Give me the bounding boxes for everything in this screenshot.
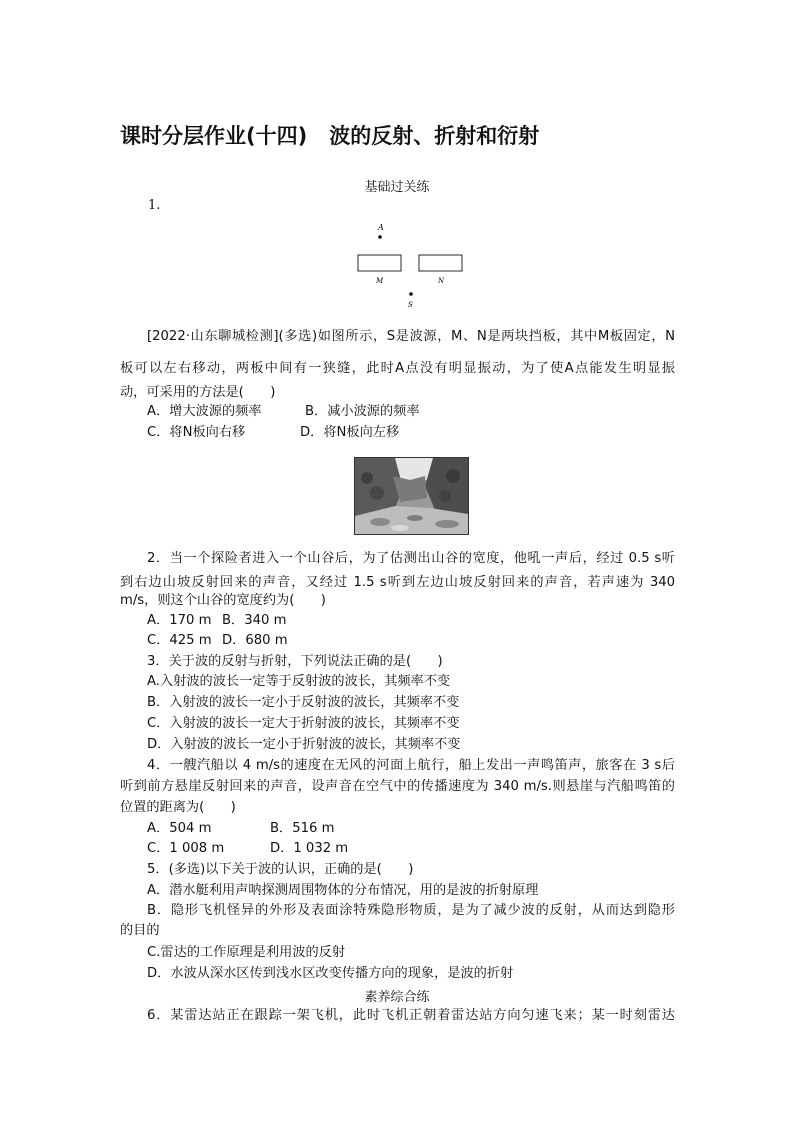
q5-option-a: A．潜水艇利用声呐探测周围物体的分布情况，用的是波的折射原理 [147, 883, 539, 898]
section-basic: 基础过关练 [364, 180, 430, 195]
q2-line-2: 到右边山坡反射回来的声音，又经过 1.5 s听到左边山坡反射回来的声音，若声速为 340 [120, 575, 675, 590]
q5-option-b-line-2: 的目的 [120, 923, 160, 938]
q2-line-3: m/s，则这个山谷的宽度约为( ) [120, 593, 326, 608]
q3-option-d: D．入射波的波长一定小于折射波的波长，其频率不变 [147, 737, 461, 752]
q1-option-d: D．将N板向左移 [300, 425, 400, 440]
q6-line-1: 6．某雷达站正在跟踪一架飞机，此时飞机正朝着雷达站方向匀速飞来；某一时刻雷达 [147, 1008, 675, 1023]
board-n [419, 255, 462, 271]
q5-option-c: C.雷达的工作原理是利用波的反射 [147, 945, 346, 960]
q4-line-2: 听到前方悬崖反射回来的声音，设声音在空气中的传播速度为 340 m/s.则悬崖与汽船鸣笛的 [120, 779, 675, 794]
q2-option-a: A．170 m [147, 613, 212, 628]
q5-option-d: D．水波从深水区传到浅水区改变传播方向的现象，是波的折射 [147, 966, 514, 981]
q3-option-c: C．入射波的波长一定大于折射波的波长，其频率不变 [147, 716, 460, 731]
q2-option-c: C．425 m [147, 633, 212, 648]
q4-option-b: B．516 m [270, 821, 335, 836]
slit-diffraction-figure [350, 218, 470, 313]
valley-photo-image [355, 458, 468, 534]
q2-option-d: D．680 m [222, 633, 288, 648]
page-title [120, 120, 539, 150]
q1-line-2: 板可以左右移动，两板中间有一狭缝，此时A点没有明显振动，为了使A点能发生明显振 [120, 361, 675, 376]
q1-option-a: A．增大波源的频率 [147, 404, 262, 419]
q1-option-c: C．将N板向右移 [147, 425, 246, 440]
figure-label-m: M [376, 277, 384, 285]
q4-option-d: D．1 032 m [270, 841, 349, 856]
q1-line-3: 动，可采用的方法是( ) [120, 385, 276, 400]
q2-line-1: 2．当一个探险者进入一个山谷后，为了估测出山谷的宽度，他吼一声后，经过 0.5 s听 [147, 551, 675, 566]
valley-photo [354, 457, 469, 535]
title-topic: 波的反射、折射和衍射 [329, 124, 540, 148]
question-1-number: 1. [148, 198, 161, 213]
board-m [358, 255, 401, 271]
figure-label-n: N [438, 277, 445, 285]
q5-option-b-line-1: B．隐形飞机怪异的外形及表面涂特殊隐形物质，是为了减少波的反射，从而达到隐形 [147, 903, 675, 918]
q1-option-b: B．减小波源的频率 [305, 404, 420, 419]
q4-option-c: C．1 008 m [147, 841, 225, 856]
q3-option-b: B．入射波的波长一定小于反射波的波长，其频率不变 [147, 695, 460, 710]
section-comprehensive: 素养综合练 [364, 990, 430, 1005]
figure-label-s: S [408, 301, 413, 309]
q2-option-b: B．340 m [222, 613, 287, 628]
q1-line-1: [2022·山东聊城检测](多选)如图所示，S是波源，M、N是两块挡板，其中M板固定，N [147, 329, 675, 344]
q3-stem: 3．关于波的反射与折射，下列说法正确的是( ) [147, 654, 443, 669]
figure-label-a: A [378, 223, 384, 232]
q5-stem: 5．(多选)以下关于波的认识，正确的是( ) [147, 862, 414, 877]
q3-option-a: A.入射波的波长一定等于反射波的波长，其频率不变 [147, 674, 451, 689]
wave-source-s [409, 292, 413, 296]
point-a [378, 235, 382, 239]
q4-line-1: 4．一艘汽船以 4 m/s的速度在无风的河面上航行，船上发出一声鸣笛声，旅客在 3 s后 [147, 758, 675, 773]
q4-option-a: A．504 m [147, 821, 212, 836]
title-main: 课时分层作业(十四) [120, 124, 308, 148]
q4-line-3: 位置的距离为( ) [120, 800, 236, 815]
